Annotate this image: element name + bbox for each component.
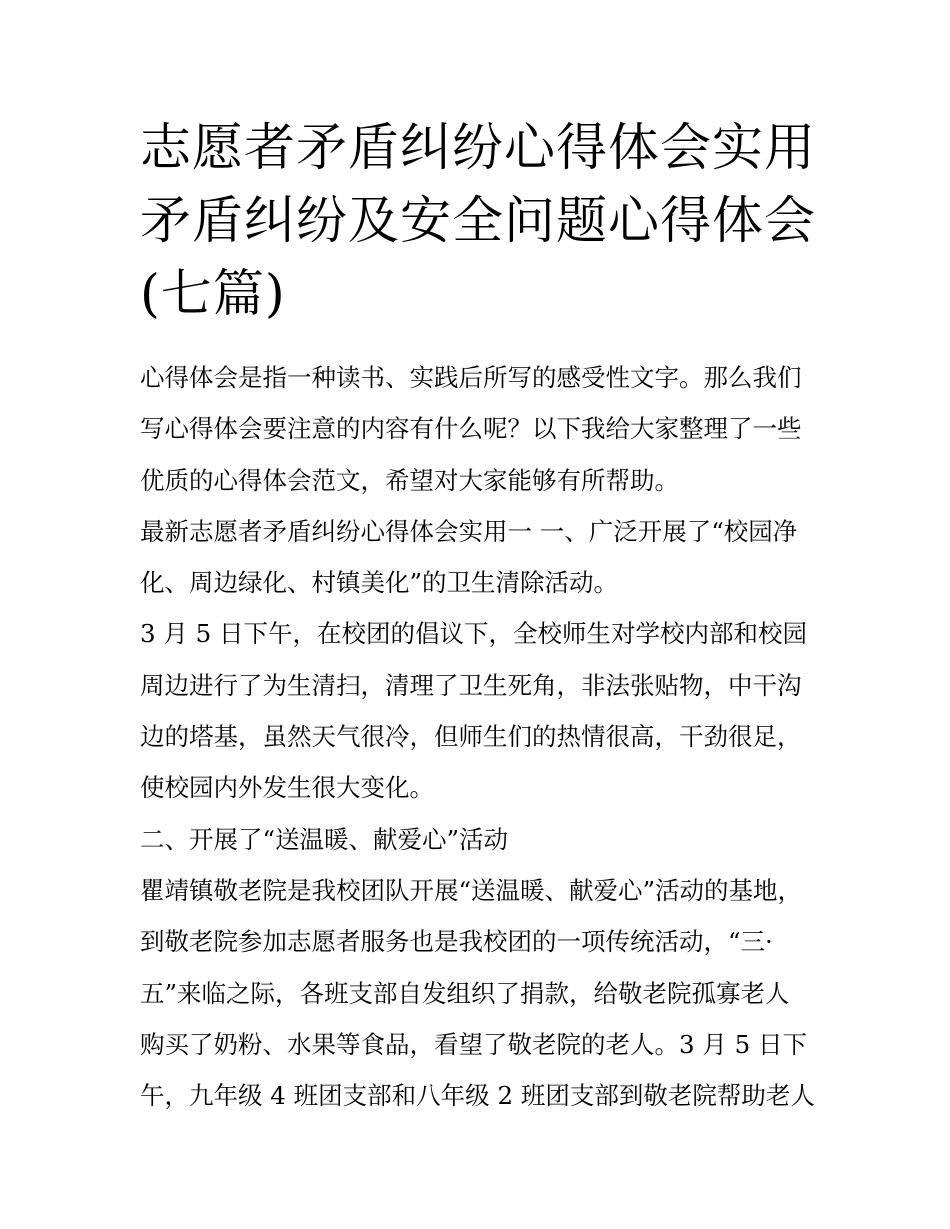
paragraph-line: 心得体会是指一种读书、实践后所写的感受性文字。那么我们 <box>140 363 802 392</box>
paragraph-line: 购买了奶粉、水果等食品，看望了敬老院的老人。3 月 5 日下 <box>140 1029 808 1059</box>
paragraph-line: 使校园内外发生很大变化。 <box>140 773 434 803</box>
document-body <box>140 352 830 1121</box>
document-title <box>140 112 830 331</box>
paragraph-line: 写心得体会要注意的内容有什么呢？以下我给大家整理了一些 <box>140 414 802 444</box>
paragraph-line: 化、周边绿化、村镇美化”的卫生清除活动。 <box>140 568 619 598</box>
title-line: 矛盾纠纷及安全问题心得体会 <box>140 192 817 251</box>
paragraph-line: 最新志愿者矛盾纠纷心得体会实用一 一、广泛开展了“校园净 <box>140 516 798 546</box>
title-line: 志愿者矛盾纠纷心得体会实用 <box>140 119 817 178</box>
paragraph-line: 边的塔基，虽然天气很冷，但师生们的热情很高，干劲很足， <box>140 722 802 752</box>
paragraph-line: 3 月 5 日下午，在校团的倡议下，全校师生对学校内部和校园 <box>140 619 808 649</box>
paragraph-line: 周边进行了为生清扫，清理了卫生死角，非法张贴物，中干沟 <box>140 670 802 700</box>
paragraph-line: 午，九年级 4 班团支部和八年级 2 班团支部到敬老院帮助老人 <box>140 1081 815 1111</box>
paragraph-line: 二、开展了“送温暖、献爱心”活动 <box>140 824 509 854</box>
paragraph-line: 五”来临之际，各班支部自发组织了捐款，给敬老院孤寡老人 <box>140 978 790 1008</box>
title-line: (七篇) <box>140 265 286 324</box>
paragraph-line: 瞿靖镇敬老院是我校团队开展“送温暖、献爱心”活动的基地， <box>140 875 803 905</box>
paragraph-line: 优质的心得体会范文，希望对大家能够有所帮助。 <box>140 465 679 495</box>
paragraph-line: 到敬老院参加志愿者服务也是我校团的一项传统活动，“三· <box>140 927 773 957</box>
